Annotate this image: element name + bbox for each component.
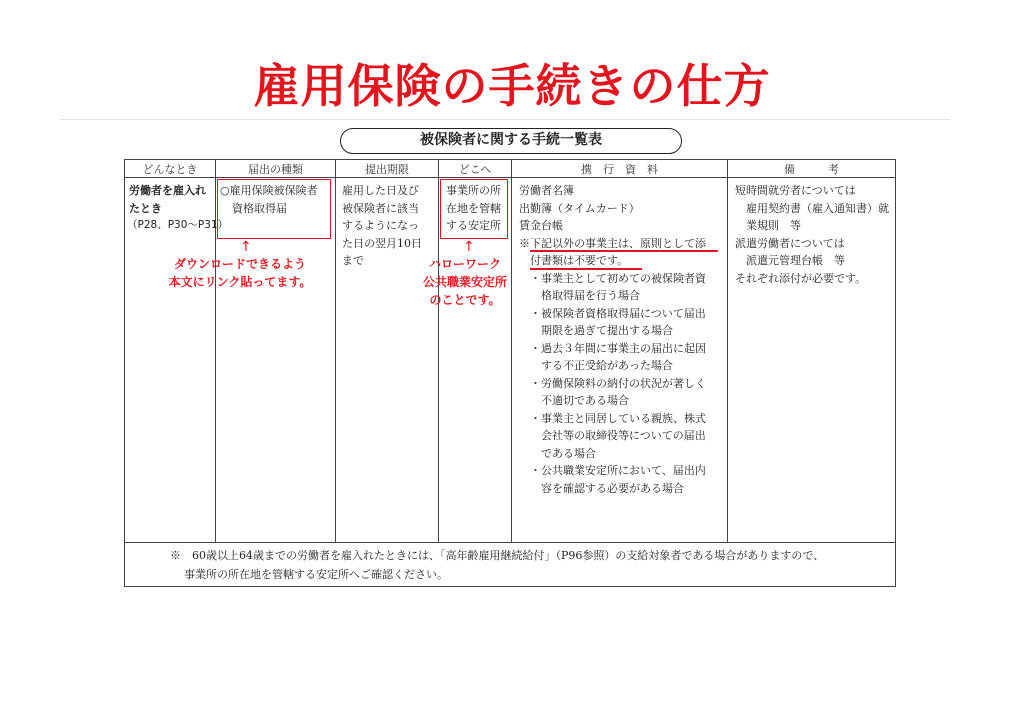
cell-materials bbox=[519, 182, 706, 497]
footnote-line: ※ 60歳以上64歳までの労働者を雇入れたときには、「高年齢雇用継続給付」（P96参照）の支給対象者である場合がありますので、 bbox=[170, 549, 825, 562]
footnote bbox=[170, 546, 824, 584]
cell-deadline-line: するようになっ bbox=[342, 219, 419, 232]
table-top-border bbox=[124, 159, 896, 160]
materials-line: ・過去３年間に事業主の届出に起因 bbox=[530, 341, 706, 355]
cell-where-line: する安定所 bbox=[446, 219, 501, 232]
table-title: 被保険者に関する手続一覧表 bbox=[340, 128, 682, 154]
materials-line: 会社等の取締役等についての届出 bbox=[541, 429, 706, 442]
materials-line: 付書類は不要です。 bbox=[530, 254, 629, 267]
remarks-line: 派遣元管理台帳 等 bbox=[746, 254, 845, 267]
remarks-line: 雇用契約書（雇入通知書）就 bbox=[746, 201, 889, 215]
highlight-underline bbox=[530, 250, 718, 252]
materials-line: 賃金台帳 bbox=[519, 219, 563, 232]
download-note-line: ダウンロードできるよう bbox=[173, 257, 306, 271]
table-bottom-border bbox=[124, 586, 896, 587]
header-where: どこへ bbox=[458, 163, 492, 176]
remarks-line: それぞれ添付が必要です。 bbox=[735, 271, 867, 285]
materials-line: 容を確認する必要がある場合 bbox=[541, 481, 684, 495]
header-remarks: 備 考 bbox=[784, 163, 839, 176]
table-left-border bbox=[124, 159, 125, 587]
header-form: 届出の種類 bbox=[248, 163, 303, 176]
row-bottom-border bbox=[124, 542, 896, 543]
page-title: 雇用保険の手続きの仕方 bbox=[253, 59, 771, 113]
materials-line: である場合 bbox=[541, 446, 596, 460]
column-divider bbox=[438, 159, 439, 543]
materials-line: ※下記以外の事業主は、原則として添 bbox=[519, 236, 706, 250]
materials-line: 出勤簿（タイムカード） bbox=[519, 201, 640, 215]
cell-deadline-line: 被保険者に該当 bbox=[342, 201, 419, 215]
remarks-line: 業規則 等 bbox=[746, 219, 801, 232]
download-note bbox=[150, 255, 330, 291]
highlight-box-form bbox=[217, 179, 331, 239]
remarks-line: 派遣労働者については bbox=[735, 236, 845, 250]
highlight-underline bbox=[530, 268, 642, 270]
arrow-up-icon: ↑ bbox=[463, 239, 475, 255]
cell-form-line: ○雇用保険被保険者 bbox=[220, 184, 318, 197]
column-divider bbox=[727, 159, 728, 543]
header-materials: 携 行 資 料 bbox=[581, 163, 658, 176]
cell-where-line: 事業所の所 bbox=[446, 184, 501, 197]
cell-when-line: たとき bbox=[129, 201, 162, 215]
materials-line: 労働者名簿 bbox=[519, 184, 574, 197]
header-deadline: 提出期限 bbox=[365, 163, 409, 176]
office-note-line: のことです。 bbox=[429, 293, 501, 307]
materials-line: ・公共職業安定所において、届出内 bbox=[530, 464, 706, 477]
table-right-border bbox=[895, 159, 896, 587]
materials-line: する不正受給があった場合 bbox=[541, 359, 673, 372]
materials-line: 期限を過ぎて提出する場合 bbox=[541, 324, 673, 337]
cell-form-line: 資格取得届 bbox=[232, 201, 287, 215]
cell-deadline-line: た日の翌月10日 bbox=[342, 236, 422, 250]
cell-when bbox=[129, 182, 228, 235]
cell-deadline-line: 雇用した日及び bbox=[342, 184, 419, 197]
materials-line: ・事業主と同居している親族、株式 bbox=[530, 411, 706, 425]
highlight-box-where bbox=[440, 179, 508, 239]
column-divider bbox=[511, 159, 512, 543]
cell-where-line: 在地を管轄 bbox=[446, 201, 501, 215]
materials-line: ・事業主として初めての被保険者資 bbox=[530, 271, 706, 285]
materials-line: ・労働保険料の納付の状況が著しく bbox=[530, 376, 706, 390]
office-note-line: 公共職業安定所 bbox=[422, 275, 507, 289]
cell-when-pages: （P28、P30〜P31） bbox=[127, 219, 229, 231]
header-when: どんなとき bbox=[142, 163, 198, 176]
footnote-line: 事業所の所在地を管轄する安定所へご確認ください。 bbox=[184, 568, 448, 581]
office-note-line: ハローワーク bbox=[428, 257, 501, 271]
download-note-line: 本文にリンク貼ってます。 bbox=[168, 275, 312, 289]
arrow-up-icon: ↑ bbox=[240, 239, 252, 255]
materials-line: 格取得届を行う場合 bbox=[541, 289, 640, 302]
title-divider bbox=[60, 119, 950, 120]
cell-deadline-line: まで bbox=[342, 254, 364, 267]
office-note bbox=[398, 255, 532, 309]
column-divider bbox=[335, 159, 336, 543]
materials-line: 不適切である場合 bbox=[541, 394, 629, 407]
remarks-line: 短時間就労者については bbox=[735, 184, 856, 197]
materials-line: ・被保険者資格取得届について届出 bbox=[530, 306, 706, 320]
cell-remarks bbox=[735, 182, 889, 287]
cell-when-line: 労働者を雇入れ bbox=[129, 184, 206, 197]
